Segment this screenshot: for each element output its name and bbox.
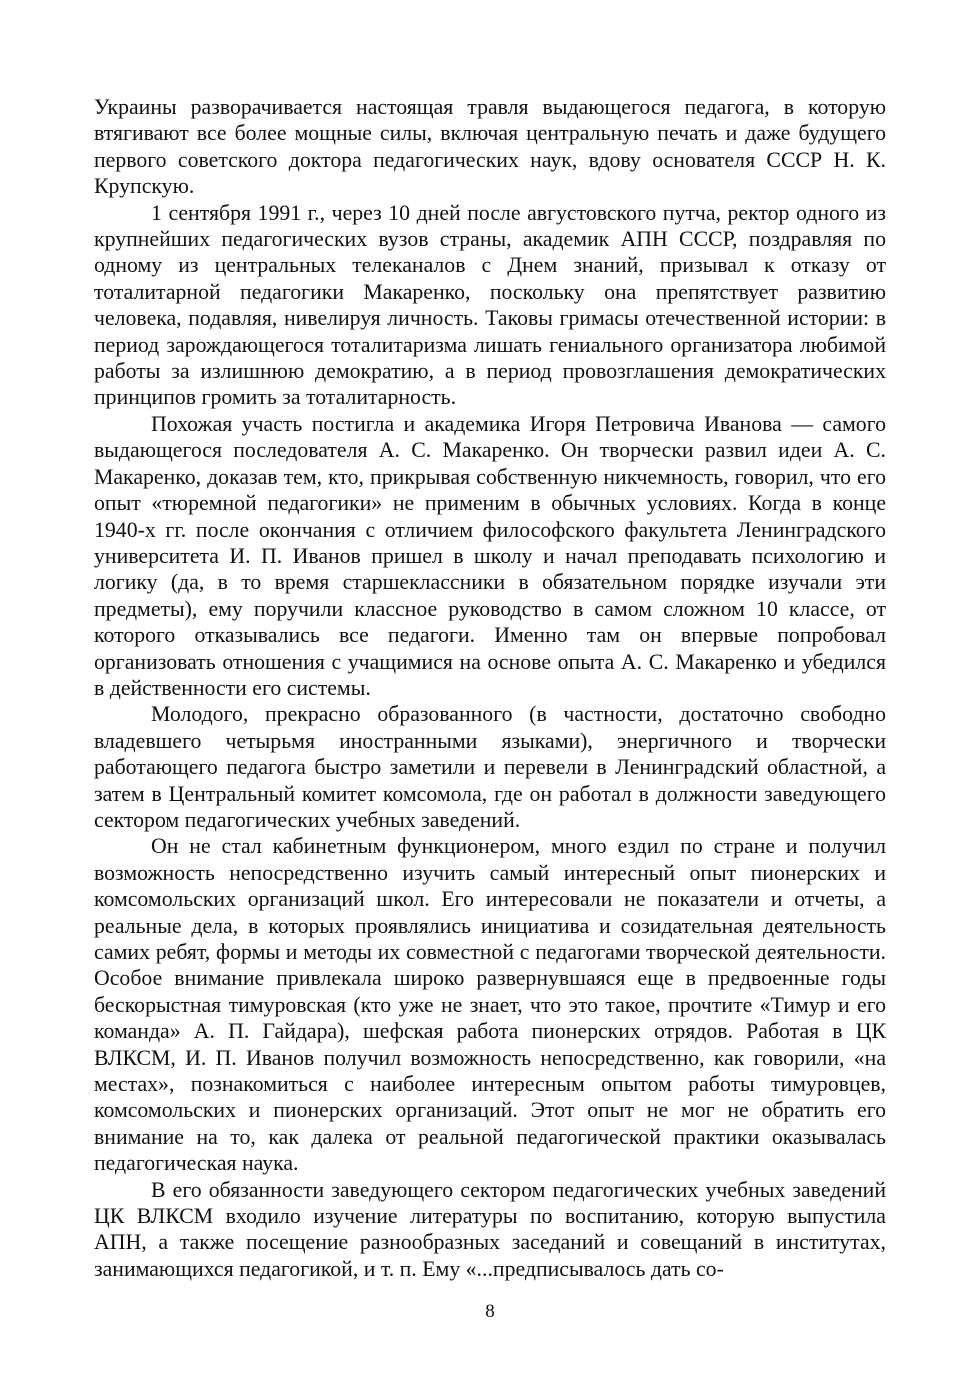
- paragraph-5: Он не стал кабинетным функционером, много ездил по стране и получил возможность непосредственно изучить самый интересный опыт пионерских и комсомольских организаций школ. Его интересовали не показатели и отчеты, а реальные дела, в которых проявлялись инициатива и созидательная деятельность самих ребят, формы и методы их совместной с педагогами творческой деятельности. Особое внимание привлекала широко развернувшаяся еще в предвоенные годы бескорыстная тимуровская (кто уже не знает, что это такое, прочтите «Тимур и его команда» А. П. Гайдара), шефская работа пионерских отрядов. Работая в ЦК ВЛКСМ, И. П. Иванов получил возможность непосредственно, как говорили, «на местах», познакомиться с наиболее интересным опытом работы тимуровцев, комсомольских и пионерских организаций. Этот опыт не мог не обратить его внимание на то, как далека от реальной педагогической практики оказывалась педагогическая наука.: [94, 834, 886, 1176]
- page-body: [94, 94, 886, 1282]
- page-number: 8: [485, 1301, 495, 1322]
- paragraph-4: Молодого, прекрасно образованного (в частности, достаточно свободно владевшего четырьмя иностранными языками), энергичного и творчески работающего педагога быстро заметили и перевели в Ленинградский областной, а затем в Центральный комитет комсомола, где он работал в должности заведующего сектором педагогических учебных заведений.: [94, 702, 886, 832]
- paragraph-1: Украины разворачивается настоящая травля выдающегося педагога, в которую втягивают все более мощные силы, включая центральную печать и даже будущего первого советского доктора педагогических наук, вдову основателя СССР Н. К. Крупскую.: [94, 95, 886, 199]
- paragraph-2: 1 сентября 1991 г., через 10 дней после августовского путча, ректор одного из крупнейших педагогических вузов страны, академик АПН СССР, поздравляя по одному из центральных телеканалов с Днем знаний, призывал к отказу от тоталитарной педагогики Макаренко, поскольку она препятствует развитию человека, подавляя, нивелируя личность. Таковы гримасы отечественной истории: в период зарождающегося тоталитаризма лишать гениального организатора любимой работы за излишнюю демократию, а в период провозглашения демократических принципов громить за тоталитарность.: [94, 200, 886, 410]
- paragraph-6: В его обязанности заведующего сектором педагогических учебных заведений ЦК ВЛКСМ входило изучение литературы по воспитанию, которую выпустила АПН, а также посещение разнообразных заседаний и совещаний в институтах, занимающихся педагогикой, и т. п. Ему «...предписывалось дать со-: [94, 1177, 886, 1281]
- paragraph-3: Похожая участь постигла и академика Игоря Петровича Иванова — самого выдающегося последователя А. С. Макаренко. Он творчески развил идеи А. С. Макаренко, доказав тем, кто, прикрывая собственную никчемность, говорил, что его опыт «тюремной педагогики» не применим в обычных условиях. Когда в конце 1940-х гг. после окончания с отличием философского факультета Ленинградского университета И. П. Иванов пришел в школу и начал преподавать психологию и логику (да, в то время старшеклассники в обязательном порядке изучали эти предметы), ему поручили классное руководство в самом сложном 10 классе, от которого отказывались все педагоги. Именно там он впервые попробовал организовать отношения с учащимися на основе опыта А. С. Макаренко и убедился в действенности его системы.: [94, 411, 886, 700]
